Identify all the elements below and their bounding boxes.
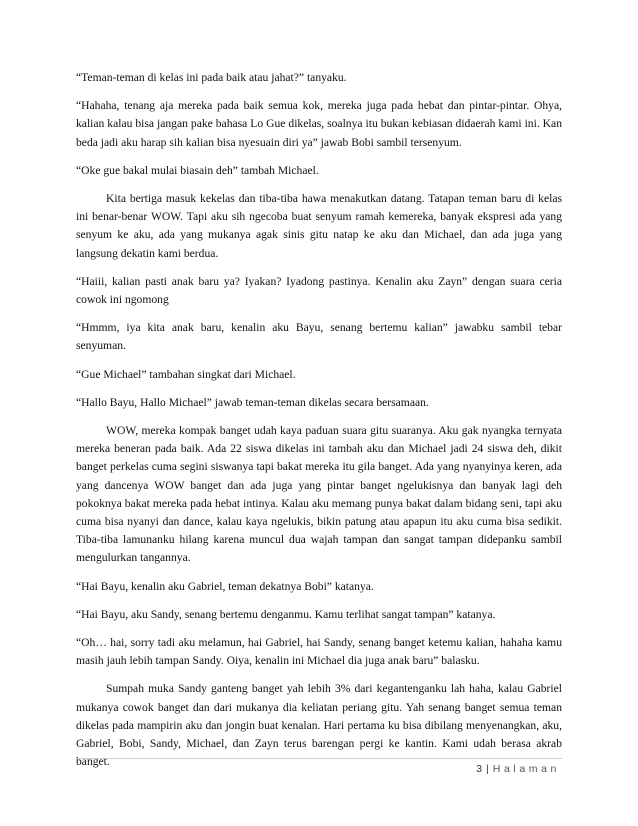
footer-label: Halaman: [492, 763, 560, 775]
paragraph-first-day: Sumpah muka Sandy ganteng banget yah lebih 3% dari kegantenganku lah haha, kalau Gabriel mukanya cowok banget dan dari mukanya dia keliatan periang gitu. Yah senang banget semua teman dikelas pada mampirin aku dan jongin buat kenalan. Hari pertama ku bisa dibilang menyenangkan, aku, Gabriel, Bobi, Sandy, Michael, dan Zayn terus barengan pergi ke kantin. Kami udah berasa akrab banget.: [76, 682, 562, 769]
paragraph-enter-class: Kita bertiga masuk kekelas dan tiba-tiba hawa menakutkan datang. Tatapan teman baru di kelas ini benar-benar WOW. Tapi aku sih ngecoba buat senyum ramah kemereka, banyak ekspresi ada yang senyum ke aku, ada yang mukanya agak sinis gitu natap ke aku dan Michael, dan ada juga yang langsung dekatin kami berdua.: [76, 192, 562, 260]
paragraph-bayu-reply: “Hmmm, iya kita anak baru, kenalin aku Bayu, senang bertemu kalian” jawabku sambil tebar senyuman.: [76, 321, 562, 353]
page-body: [76, 69, 562, 782]
paragraph-bayu-response: “Oh… hai, sorry tadi aku melamun, hai Gabriel, hai Sandy, senang banget ketemu kalian, hahaha kamu masih jauh lebih tampan Sandy. Oiya, kenalin ini Michael dia juga anak baru” balasku.: [76, 636, 562, 668]
page-number-label: [476, 763, 560, 775]
footer-separator: |: [486, 763, 489, 775]
page-footer: [76, 758, 562, 775]
paragraph-zayn-greeting: “Haiii, kalian pasti anak baru ya? Iyakan? Iyadong pastinya. Kenalin aku Zayn” dengan suara ceria cowok ini ngomong: [76, 274, 562, 307]
paragraph-dialogue-question: “Teman-teman di kelas ini pada baik atau jahat?” tanyaku.: [76, 71, 347, 84]
paragraph-michael-intro: “Gue Michael” tambahan singkat dari Michael.: [76, 367, 296, 381]
paragraph-gabriel-intro: “Hai Bayu, kenalin aku Gabriel, teman dekatnya Bobi” katanya.: [76, 579, 374, 593]
paragraph-michael-reply: “Oke gue bakal mulai biasain deh” tambah Michael.: [76, 163, 319, 177]
page-number: 3: [476, 763, 483, 775]
paragraph-bobi-answer: “Hahaha, tenang aja mereka pada baik semua kok, mereka juga pada hebat dan pintar-pintar. Ohya, kalian kalau bisa jangan pake bahasa Lo Gue dikelas, soalnya itu bukan kebiasan didaerah kami ini. Kan beda jadi aku harap sih kalian bisa nyesuain diri ya” jawab Bobi sambil tersenyum.: [76, 99, 562, 149]
footer-divider: [76, 758, 562, 759]
paragraph-sandy-intro: “Hai Bayu, aku Sandy, senang bertemu denganmu. Kamu terlihat sangat tampan” katanya.: [76, 607, 496, 621]
paragraph-class-talents: WOW, mereka kompak banget udah kaya paduan suara gitu suaranya. Aku gak nyangka ternyata mereka beneran pada baik. Ada 22 siswa dikelas ini tambah aku dan Michael jadi 24 siswa deh, dikit banget perkelas cuma segini siswanya tapi bakat mereka itu gila banget. Ada yang nyanyinya keren, ada yang dancenya WOW banget dan ada juga yang pintar banget ngelukisnya dan banyak lagi deh pokoknya bakat mereka pada hebat intinya. Kalau aku memang punya bakat dalam bidang seni, tapi aku cuma bisa nyanyi dan dance, kalau kaya ngelukis, bikin patung atau apapun itu aku cuma bisa sedikit. Tiba-tiba lamunanku hilang karena muncul dua wajah tampan dan sangat tampan didepanku sambil mengulurkan tangannya.: [76, 424, 562, 565]
paragraph-class-greeting: “Hallo Bayu, Hallo Michael” jawab teman-teman dikelas secara bersamaan.: [76, 395, 429, 409]
